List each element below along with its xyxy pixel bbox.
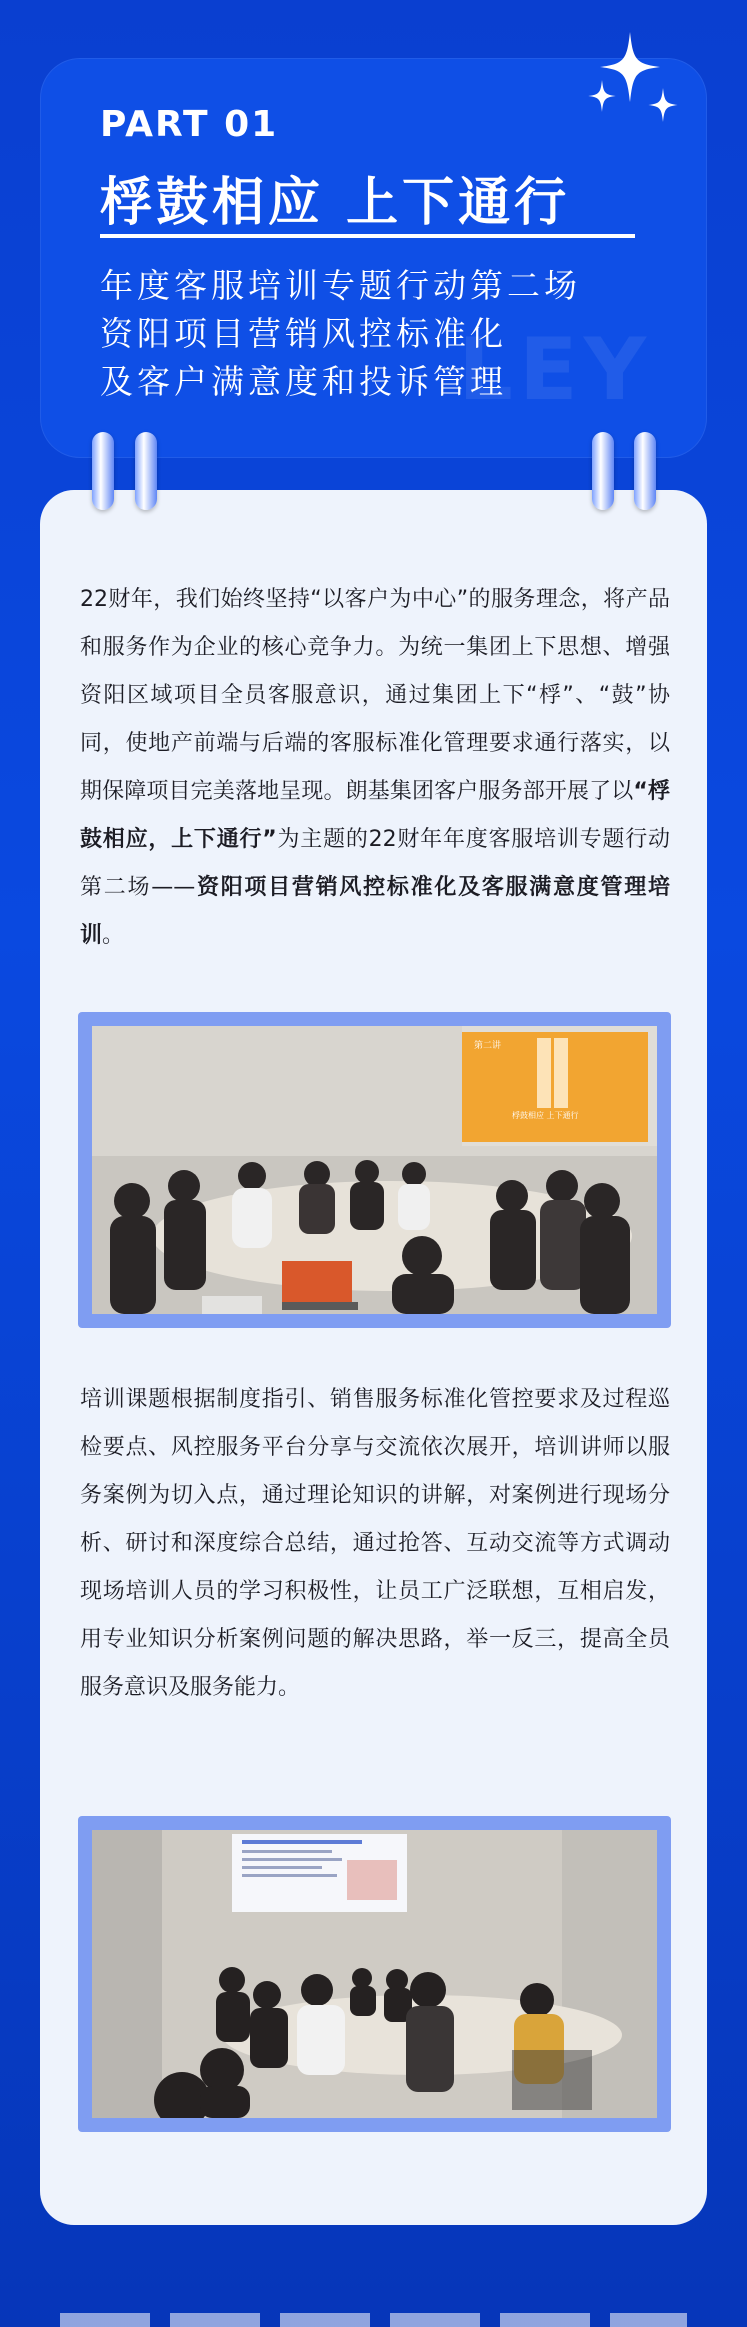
title-underline bbox=[100, 234, 635, 238]
slide-title: 桴鼓相应 上下通行 bbox=[512, 1111, 579, 1120]
binder-ring bbox=[634, 432, 656, 510]
binder-ring bbox=[135, 432, 157, 510]
subtitle bbox=[100, 262, 581, 406]
part-label: PART 01 bbox=[100, 104, 279, 145]
subtitle-line: 年度客服培训专题行动第二场 bbox=[100, 266, 581, 305]
sparkle-icon bbox=[648, 88, 678, 122]
photo-frame bbox=[78, 1012, 671, 1328]
training-content-paragraph: 培训课题根据制度指引、销售服务标准化管控要求及过程巡检要点、风控服务平台分享与交流依次展开，培训讲师以服务案例为切入点，通过理论知识的讲解，对案例进行现场分析、研讨和深度综合总结，通过抢答、互动交流等方式调动现场培训人员的学习积极性，让员工广泛联想，互相启发，用专业知识分析案例问题的解决思路，举一反三，提高全员服务意识及服务能力。 bbox=[80, 1387, 670, 1700]
training-room-illustration bbox=[92, 1830, 657, 2118]
subtitle-line: 资阳项目营销风控标准化 bbox=[100, 314, 507, 353]
training-room-illustration bbox=[92, 1026, 657, 1314]
binder-ring bbox=[92, 432, 114, 510]
intro-text: 22财年，我们始终坚持“以客户为中心”的服务理念，将产品和服务作为企业的核心竞争力。为统一集团上下思想、增强资阳区域项目全员客服意识，通过集团上下“桴”、“鼓”协同，使地产前端与后端的客服标准化管理要求通行落实，以期保障项目完美落地呈现。朗基集团客户服务部开展了以 bbox=[80, 587, 670, 804]
theme-text: “桴鼓相应，上下通行” bbox=[80, 779, 670, 852]
intro-end-text: 。 bbox=[102, 923, 125, 948]
subtitle-line: 及客户满意度和投诉管理 bbox=[100, 362, 507, 401]
training-photo bbox=[92, 1026, 657, 1314]
training-photo bbox=[92, 1830, 657, 2118]
bottom-decoration bbox=[60, 2313, 687, 2327]
sparkle-icon bbox=[588, 80, 616, 112]
svg-text:第二讲: 第二讲 bbox=[474, 1041, 502, 1051]
binder-ring bbox=[592, 432, 614, 510]
page-title: 桴鼓相应 上下通行 bbox=[100, 173, 571, 233]
intro-middle-text: 为主题的22财年年度客服培训专题行动第二场—— bbox=[80, 827, 670, 900]
training-name-text: 资阳项目营销风控标准化及客服满意度管理培训 bbox=[80, 875, 670, 948]
photo-frame bbox=[78, 1816, 671, 2132]
intro-paragraph bbox=[80, 576, 670, 960]
header-watermark: LEY bbox=[458, 320, 652, 420]
